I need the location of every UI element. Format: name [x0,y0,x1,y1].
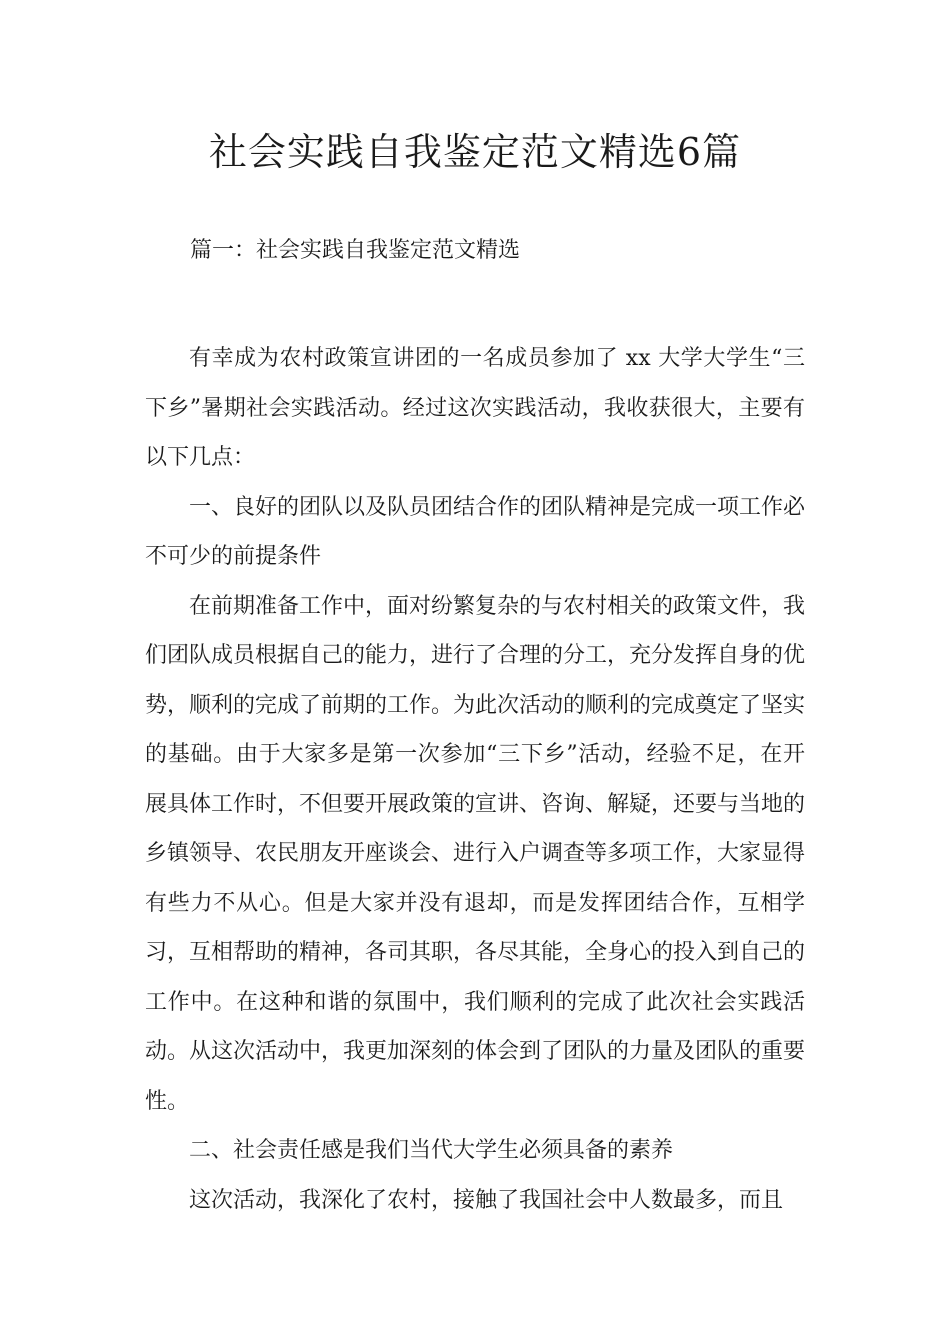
document-body [145,334,805,1225]
paragraph-point-two-body: 这次活动，我深化了农村，接触了我国社会中人数最多，而且 [189,1187,784,1213]
paragraph-point-one-heading: 一、良好的团队以及队员团结合作的团队精神是完成一项工作必不可少的前提条件 [145,494,806,569]
section-heading: 篇一：社会实践自我鉴定范文精选 [190,238,521,263]
document-title: 社会实践自我鉴定范文精选6篇 [208,130,742,174]
paragraph-point-one-body: 在前期准备工作中，面对纷繁复杂的与农村相关的政策文件，我们团队成员根据自己的能力，进行了合理的分工，充分发挥自身的优势，顺利的完成了前期的工作。为此次活动的顺利的完成奠定了坚实的基础。由于大家多是第一次参加“三下乡”活动，经验不足，在开展具体工作时，不但要开展政策的宣讲、咨询、解疑，还要与当地的乡镇领导、农民朋友开座谈会、进行入户调查等多项工作，大家显得有些力不从心。但是大家并没有退却，而是发挥团结合作，互相学习，互相帮助的精神，各司其职，各尽其能，全身心的投入到自己的工作中。在这种和谐的氛围中，我们顺利的完成了此次社会实践活动。从这次活动中，我更加深刻的体会到了团队的力量及团队的重要性。 [145,593,806,1114]
paragraph-point-two-heading: 二、社会责任感是我们当代大学生必须具备的素养 [189,1138,674,1163]
paragraph-intro: 有幸成为农村政策宣讲团的一名成员参加了 xx 大学大学生“三下乡”暑期社会实践活动。经过这次实践活动，我收获很大，主要有以下几点： [145,346,805,470]
